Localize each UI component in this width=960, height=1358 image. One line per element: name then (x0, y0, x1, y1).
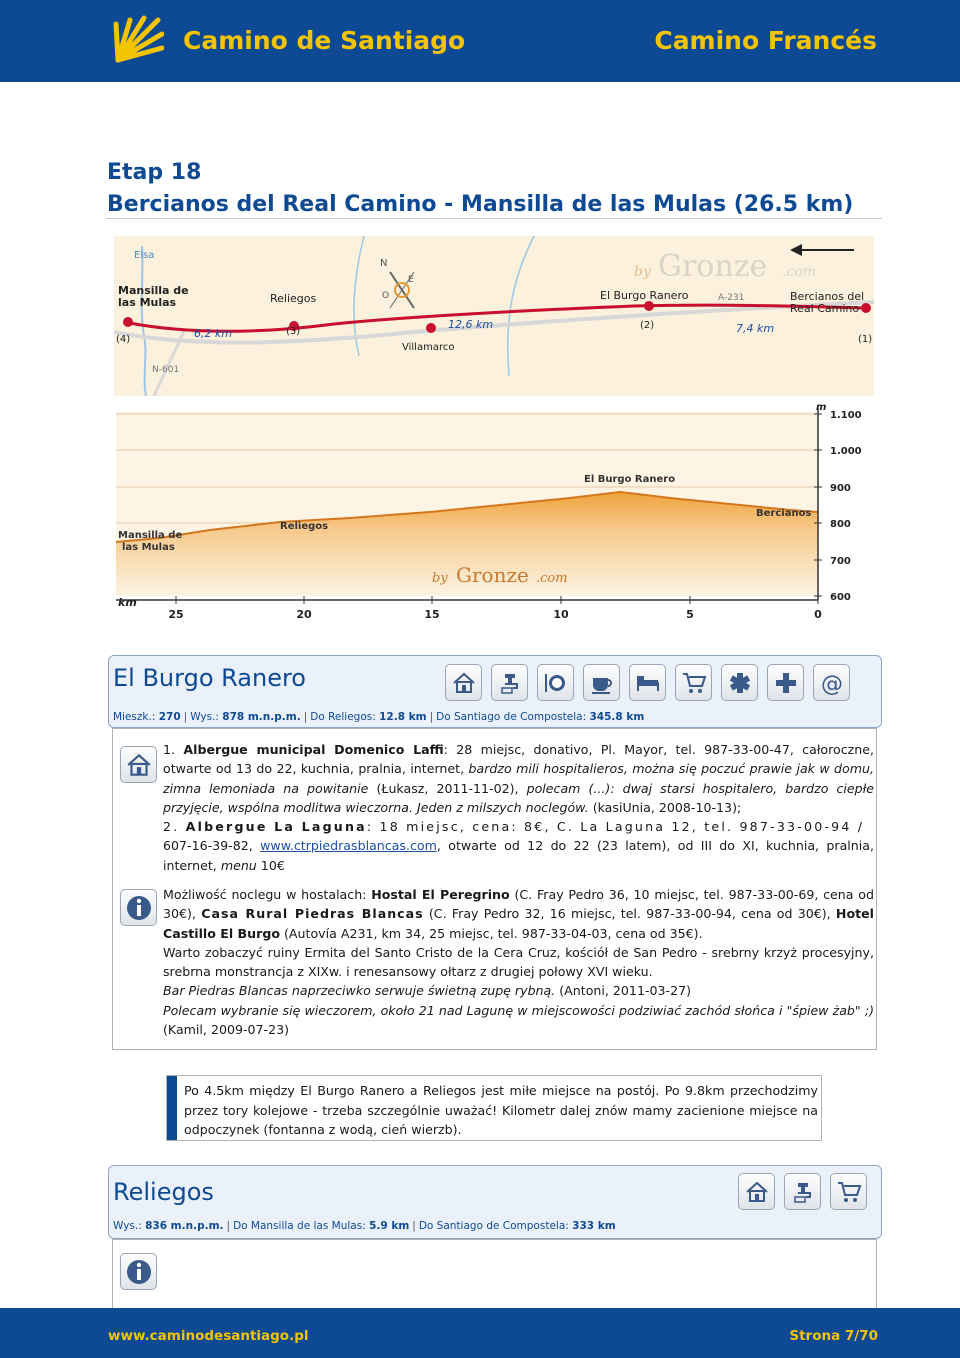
footer-page-number: Strona 7/70 (789, 1328, 878, 1344)
altitude-tick-label: 1.100 (830, 410, 862, 421)
map-label-elsa: Elsa (134, 250, 155, 261)
profile-label-mansilla: Mansilla de (118, 530, 183, 541)
place-header-burgo (108, 655, 882, 728)
map-label-mansilla-2: las Mulas (118, 296, 177, 309)
page-footer (0, 1308, 960, 1358)
note-text: Po 4.5km między El Burgo Ranero a Reliegos jest miłe miejsce na postój. Po 9.8km przechodzimy przez tory kolejowe - trzeba szczególnie uważać! Kilometr dalej znów mamy zacienione miejsce na odpoczynek (fontanna z wodą, cień wierzb). (184, 1083, 818, 1137)
scallop-shell-icon (108, 14, 164, 66)
distance-tick-label: 0 (814, 608, 822, 621)
water-tap-icon[interactable] (491, 664, 528, 701)
altitude-tick-label: 1.000 (830, 446, 862, 457)
stage-route: Bercianos del Real Camino - Mansilla de las Mulas (26.5 km) (107, 192, 854, 217)
place-title: El Burgo Ranero (113, 664, 306, 692)
albergue-2-link[interactable]: www.ctrpiedrasblancas.com (260, 838, 437, 854)
distance-tick-label: 15 (424, 608, 440, 621)
altitude-tick-label: 600 (830, 592, 851, 603)
shop-cart-icon[interactable] (675, 664, 712, 701)
service-icons (738, 1173, 867, 1210)
place-meta: Mieszk.: 270 | Wys.: 878 m.n.p.m. | Do Reliegos: 12.8 km | Do Santiago de Compostela: 345.8 km (113, 711, 645, 723)
site-title: Camino de Santiago (183, 26, 466, 55)
albergue-list: 1. Albergue municipal Domenico Laffi: 28 miejsc, donativo, Pl. Mayor, tel. 987-33-00-47, całoroczne, otwarte od 13 do 22, kuchnia, pralnia, internet, bardzo mili hospitalieros, można się poczuć prawie jak w domu, zimna lemoniada na powitanie (Łukasz, 2011-11-02), polecam (...): dwaj starsi hospitalero, bardzo ciepłe przyjęcie, wspólna modlitwa wieczorna. Jeden z milszych noclegów. (kasiUnia, 2008-10-13); 2. Albergue La Laguna: 18 miejsc, cena: 8€, C. La Laguna 12, tel. 987-33-00-94 / 607-16-39-82, www.ctrpiedrasblancas.com, otwarte od 12 do 22 (23 latem), od III do XI, kuchnia, pralnia, internet, menu 10€ (163, 742, 874, 873)
house-icon[interactable] (738, 1173, 775, 1210)
distance-tick-label: 5 (686, 608, 694, 621)
map-point-mansilla (123, 317, 133, 327)
compass-o: O (382, 291, 390, 301)
footer-website-link[interactable]: www.caminodesantiago.pl (108, 1328, 309, 1344)
map-label-bercianos-2: Real Camino (790, 302, 860, 315)
map-label-mansilla: Mansilla de (118, 284, 189, 297)
map-point-villamarco (426, 323, 436, 333)
map-distance-2: 12,6 km (448, 318, 494, 331)
profile-label-bercianos: Bercianos (756, 508, 812, 519)
page-header (0, 0, 960, 82)
svg-text:@: @ (820, 671, 843, 696)
route-title: Camino Francés (654, 26, 877, 55)
map-distance-1: 6,2 km (194, 327, 233, 340)
svg-text:Gronze: Gronze (456, 563, 529, 587)
map-label-villamarco: Villamarco (402, 342, 455, 353)
at-sign-icon[interactable] (813, 664, 850, 701)
stage-number: Etap 18 (107, 160, 202, 185)
map-label-bercianos: Bercianos del (790, 290, 865, 303)
note-accent-bar (167, 1076, 177, 1140)
altitude-tick-label: 800 (830, 519, 851, 530)
profile-unit-m: m (816, 402, 827, 413)
medical-icon[interactable] (721, 664, 758, 701)
svg-text:.com: .com (536, 571, 568, 586)
cafe-icon[interactable] (583, 664, 620, 701)
bed-icon[interactable] (629, 664, 666, 701)
altitude-tick-label: 900 (830, 483, 851, 494)
map-label-a231: A-231 (718, 293, 745, 303)
map-point-bercianos (861, 303, 871, 313)
altitude-tick-label: 700 (830, 556, 851, 567)
map-number-2: (2) (640, 320, 655, 331)
map-number-4: (4) (116, 334, 131, 345)
info-text: Możliwość noclegu w hostalach: Hostal El Peregrino (C. Fray Pedro 36, 10 miejsc, tel. 987-33-00-69, cena od 30€), Casa Rural Piedras Blancas (C. Fray Pedro 32, 16 miejsc, tel. 987-33-00-94, cena od 30€), Hotel Castillo El Burgo (Autovía A231, km 34, 25 miejsc, tel. 987-33-04-03, cena od 35€). Warto zobaczyć ruiny Ermita del Santo Cristo de la Cera Cruz, kościół de San Pedro - srebrny krzyż procesyjny, srebrna monstrancja z XIXw. i renesansowy ołtarz z drugiej połowy XVI wieku. Bar Piedras Blancas naprzeciwko serwuje świetną zupę rybną. (Antoni, 2011-03-27) Polecam wybranie się wieczorem, około 21 nad Lagunę w miejscowości podziwiać zachód słońca i "śpiew żab" ;) (Kamil, 2009-07-23) (163, 887, 874, 1038)
route-note (166, 1075, 822, 1141)
svg-text:Gronze: Gronze (658, 249, 768, 284)
service-icons (445, 664, 850, 701)
restaurant-icon[interactable] (537, 664, 574, 701)
stage-title (107, 157, 882, 221)
place-meta: Wys.: 836 m.n.p.m. | Do Mansilla de las Mulas: 5.9 km | Do Santiago de Compostela: 333 km (113, 1220, 616, 1232)
albergue-house-icon (120, 746, 157, 783)
map-label-n601: N-601 (152, 365, 180, 375)
water-tap-icon[interactable] (784, 1173, 821, 1210)
info-icon (120, 1253, 157, 1290)
compass-e: E (408, 275, 414, 285)
place-body-burgo (112, 728, 877, 1050)
shop-cart-icon[interactable] (830, 1173, 867, 1210)
map-point-burgo (644, 301, 654, 311)
place-body-reliegos (112, 1239, 877, 1308)
svg-text:by: by (634, 264, 651, 280)
svg-text:by: by (432, 571, 448, 586)
map-distance-3: 7,4 km (736, 322, 775, 335)
albergue-2-name: Albergue La Laguna (185, 819, 367, 835)
compass-n: N (380, 258, 388, 269)
house-icon[interactable] (445, 664, 482, 701)
place-header-reliegos (108, 1165, 882, 1239)
profile-label-mansilla-2: las Mulas (122, 542, 175, 553)
divider (106, 218, 882, 219)
distance-tick-label: 10 (553, 608, 569, 621)
map-number-1: (1) (858, 334, 873, 345)
svg-text:.com: .com (782, 264, 816, 280)
info-icon (120, 889, 157, 926)
pharmacy-cross-icon[interactable] (767, 664, 804, 701)
place-title: Reliegos (113, 1178, 214, 1206)
elevation-profile (110, 400, 880, 625)
map-label-burgo: El Burgo Ranero (600, 289, 689, 302)
map-label-reliegos: Reliegos (270, 292, 317, 305)
distance-tick-label: 25 (168, 608, 184, 621)
albergue-1-name: Albergue municipal Domenico Laffi (183, 742, 444, 757)
profile-label-burgo: El Burgo Ranero (584, 474, 676, 485)
route-map (114, 236, 874, 396)
profile-label-reliegos: Reliegos (280, 521, 329, 532)
profile-unit-km: km (118, 596, 137, 609)
map-number-3: (3) (286, 326, 301, 337)
distance-tick-label: 20 (296, 608, 312, 621)
